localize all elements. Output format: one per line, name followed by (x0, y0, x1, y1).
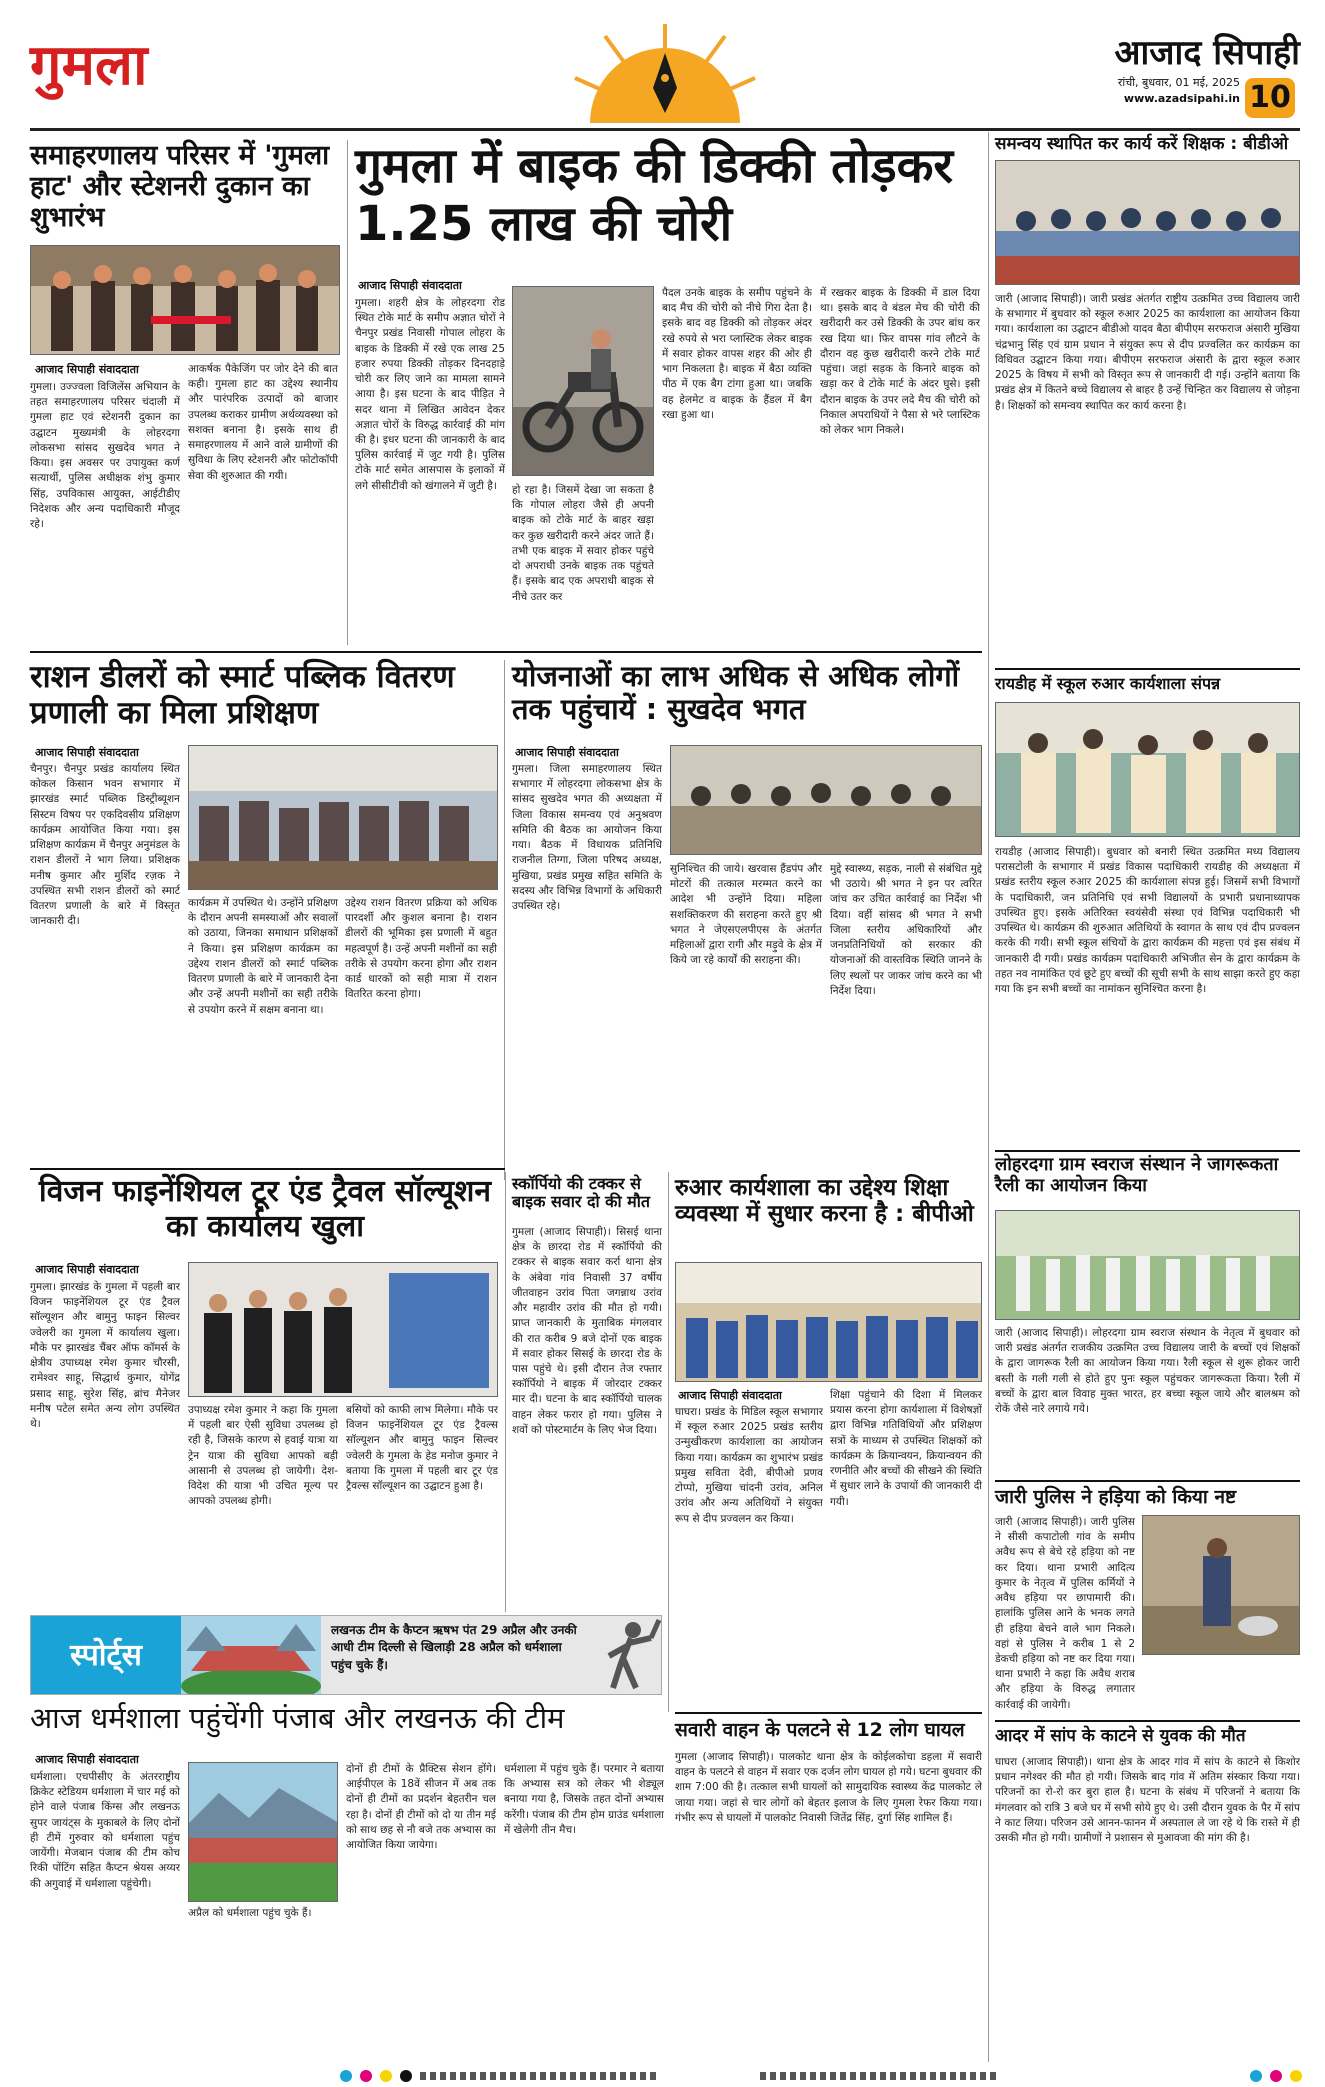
article-gumla-haat-col2: आकर्षक पैकेजिंग पर जोर देने की बात कही। गुमला हाट का उद्देश्य स्थानीय और पारंपरिक उत्पादों को बाजार उपलब्ध कराकर ग्रामीण अर्थव्यवस्था को सशक्त बनाना है। इसके साथ ही समाहरणालय में आने वाले ग्रामीणों की सुविधा के लिए स्टेशनरी और फोटोकॉपी सेवा की शुरुआत की गयी। (188, 363, 338, 482)
article-ration-col3: उद्देश्य राशन वितरण प्रक्रिया को अधिक पारदर्शी और कुशल बनाना है। राशन डीलरों की भूमिका इस प्रणाली में बहुत महत्वपूर्ण है। उन्हें अपनी मशीनों का सही तरीके से उपयोग करना होगा और राशन कार्ड धारकों को सही मात्रा में राशन वितरित करना होगा। (345, 897, 497, 1001)
headline-scorpio: स्कॉर्पियो की टक्कर से बाइक सवार दो की मौत (512, 1174, 651, 1212)
article-bdo: जारी (आजाद सिपाही)। जारी प्रखंड अंतर्गत राष्ट्रीय उत्क्रमित उच्च विद्यालय जारी के सभागार में बुधवार को स्कूल रुआर 2025 का कार्यशाला का आयोजन किया गया। कार्यशाला का उद्घाटन बीडीओ यादव बैठा बीपीएम सरफराज अंसारी मुखिया चंद्रभानु सिंह एवं ग्राम प्रधान ने संयुक्त रूप से दीप प्रज्वलित कर कार्यक्रम का विधिवत उद्घाटन किया गया। बीपीएम सरफराज अंसारी के द्वारा स्कूल रुआर 2025 के विषय में सभी को विस्तृत रूप से जानकारी दी गई। उन्होंने बताया कि प्रखंड क्षेत्र में कितने बच्चे विद्यालय से बाहर है उन्हें चिन्हित कर विद्यालय से जोड़ना है। शिक्षकों को समन्वय स्थापित कर कार्य करना है। (995, 293, 1300, 412)
sun-logo (565, 18, 765, 128)
dateline: रांची, बुधवार, 01 मई, 2025 (1117, 76, 1240, 89)
headline-snake: आदर में सांप के काटने से युवक की मौत (995, 1726, 1246, 1746)
article-sports-col2: दोनों ही टीमों के प्रैक्टिस सेशन होंगे। आईपीएल के 18वें सीजन में अब तक दोनों ही टीमों का प्रदर्शन बेहतरीन चल रहा है। दोनों ही टीमों को दो या तीन मई को साथ छह से नौ बजे तक अभ्यास का आयोजित किया जायेगा। (346, 1763, 496, 1852)
photo-bdo-workshop (995, 160, 1300, 285)
section-divider (30, 1168, 505, 1170)
article-ration-col2: कार्यक्रम में उपस्थित थे। उन्होंने प्रशिक्षण के दौरान अपनी समस्याओं और सवालों को उठाया, जिनका समाधान प्रशिक्षकों ने किया। इस प्रशिक्षण कार्यक्रम का उद्देश्य राशन डीलरों को स्मार्ट पब्लिक वितरण प्रणाली के बारे में जानकारी देना और उन्हें अपनी मशीनों का सही तरीके से उपयोग करने में सक्षम बनाना था। (188, 897, 338, 1016)
headline-bdo: समन्वय स्थापित कर कार्य करें शिक्षक : बीडीओ (995, 134, 1289, 154)
article-sawari: गुमला (आजाद सिपाही)। पालकोट थाना क्षेत्र के कोईलकोचा डहला में सवारी वाहन के पलटने से वाहन में सवार एक दर्जन लोग घायल हो गये। घटना बुधवार की शाम 7:00 की है। तत्काल सभी घायलों को सामुदायिक स्वास्थ्य केंद्र पालकोट ले जाया गया। जहां से चार लोगों को बेहतर इलाज के लिए गुमला रेफर किया गया। गंभीर रूप से घायलों में पालकोट निवासी जितेंद्र सिंह, दुर्गा सिंह शामिल हैं। (675, 1751, 982, 1824)
article-jari-police-col1: जारी (आजाद सिपाही)। जारी पुलिस ने सीसी कपाटोली गांव के समीप अवैध रूप से बेचे रहे हड़िया को नष्ट कर दिया। थाना प्रभारी आदित्य कुमार के नेतृत्व में पुलिस कर्मियों ने अवैध हड़िया पर छापामारी की। हालांकि पुलिस आने के भनक लगते ही हड़िया बेचने वाले भाग निकले। वहां से पुलिस ने करीब 1 से 2 डेकची हड़िया को नष्ट कर दिया गया। थाना प्रभारी ने कहा कि अवैध शराब और हड़िया के विरुद्ध लगातार कार्रवाई की जायेगी। (995, 1516, 1135, 1711)
article-yojana-col2: सुनिश्चित की जाये। खरवास हैंडपंप और मोटरों की तत्काल मरम्मत करने का आदेश भी उन्होंने दिया। महिला सशक्तिकरण की सराहना करते हुए श्री भगत ने जेएसएलपीएस के अंतर्गत महिलाओं द्वारा रागी और मड़ुवे के क्षेत्र में किये जा रहे कार्यों की सराहना की। (670, 863, 822, 967)
registration-mark (1290, 2070, 1302, 2082)
article-vijan-col3: बसियों को काफी लाभ मिलेगा। मौके पर विजन फाइनेंशियल टूर एंड ट्रैवल्स सॉल्यूशन और बामुनु फाइन सिल्वर ज्वेलरी के गुमला के हेड मनोज कुमार ने बताया कि गुमला में पहली बार टूर एंड ट्रैवल्स सॉल्यूशन का उद्घाटन हुआ है। (346, 1404, 498, 1493)
section-divider (995, 1720, 1300, 1722)
website: www.azadsipahi.in (1123, 92, 1240, 105)
registration-mark (360, 2070, 372, 2082)
sports-banner (30, 1615, 662, 1695)
photo-gumla-haat (30, 245, 340, 355)
stadium-illustration (181, 1616, 321, 1695)
registration-mark (1250, 2070, 1262, 2082)
photo-stadium (188, 1762, 338, 1902)
article-lohardaga: जारी (आजाद सिपाही)। लोहरदगा ग्राम स्वराज संस्थान के नेतृत्व में बुधवार को जारी प्रखंड अंतर्गत राजकीय उत्क्रमित उच्च विद्यालय जारी के बच्चों एवं शिक्षकों के द्वारा जागरूक रैली का आयोजन किया गया। रैली स्कूल से शुरू होकर जारी बस्ती के गली गली से होते हुए पुनः स्कूल पहुंचकर जागरूकता किया। रैली में बच्चों के द्वारा बाल विवाह मुक्त भारत, हर बच्चा स्कूल जाये और बालश्रम को रोकें जैसे नारे लगाये गये। (995, 1327, 1300, 1416)
byline-gumla-haat: आजाद सिपाही संवाददाता (35, 363, 139, 376)
section-divider (675, 1712, 982, 1714)
article-scorpio: गुमला (आजाद सिपाही)। सिसई थाना क्षेत्र के छारदा रोड में स्कॉर्पियो की टक्कर से बाइक सवार कर्रा थाना क्षेत्र के अंबेवा गांव निवासी 37 वर्षीय जीतवाहन उरांव पिता जगन्नाथ उरांव और महावीर उरांव की मौत हो गयी। प्राप्त जानकारी के मुताबिक मंगलवार की रात करीब 9 बजे दोनों एक बाइक में सवार होकर सिसई के छारदा रोड के पास पहुंचे थे। इसी दौरान तेज रफ्तार स्कॉर्पियो ने बाइक में जोरदार टक्कर मार दी। घटना के बाद स्कॉर्पियो चालक वाहन लेकर फरार हो गया। पुलिस ने शवों को पोस्टमार्टम के लिए भेज दिया। (512, 1226, 662, 1436)
registration-strip (760, 2072, 1000, 2080)
byline-vijan: आजाद सिपाही संवाददाता (35, 1263, 139, 1276)
section-divider (995, 668, 1300, 670)
sports-banner-label: स्पोर्ट्स (31, 1616, 181, 1695)
section-divider (995, 1480, 1300, 1482)
photo-ruar-students (675, 1262, 982, 1382)
article-ruar-col1: घाघरा। प्रखंड के मिडिल स्कूल सभागार में स्कूल रुआर 2025 प्रखंड स्तरीय उन्मुखीकरण कार्यशाला का आयोजन किया गया। कार्यक्रम का शुभारंभ प्रखंड प्रमुख सविता देवी, बीपीओ प्रणव टोप्पो, मुखिया चांदनी उरांव, अनिल उरांव और अन्य अतिथियों ने संयुक्त रूप से दीप प्रज्वलन कर किया। (675, 1406, 823, 1525)
print-registration-bar (0, 2066, 1325, 2087)
column-rule (988, 132, 989, 2062)
article-main-col2: हो रहा है। जिसमें देखा जा सकता है कि गोपाल लोहरा जैसे ही अपनी बाइक को टोके मार्ट के बाहर खड़ा कर कुछ खरीदारी करने अंदर जाते हैं। तभी एक बाइक में सवार होकर पहुंचे दो अपराधी उनके बाइक तक पहुंचते हैं। इसके बाद एक अपराधी बाइक से नीचे उतर कर (512, 484, 654, 603)
article-gumla-haat-col1: गुमला। उज्ज्वला विजिलेंस अभियान के तहत समाहरणालय परिसर चंदाली में गुमला हाट एवं स्टेशनरी दुकान का उद्घाटन मुख्यमंत्री के लोहरदगा लोकसभा सांसद सुखदेव भगत ने किया। इस अवसर पर उपायुक्त कर्ण सत्यार्थी, पुलिस अधीक्षक शंभु कुमार सिंह, उपविकास आयुक्त, आईटीडीए निदेशक और अन्य पदाधिकारी मौजूद रहे। (30, 381, 180, 530)
headline-lohardaga: लोहरदगा ग्राम स्वराज संस्थान ने जागरूकता रैली का आयोजन किया (995, 1154, 1279, 1196)
section-divider (30, 651, 982, 653)
registration-mark (380, 2070, 392, 2082)
headline-ruar: रुआर कार्यशाला का उद्देश्य शिक्षा व्यवस्था में सुधार करना है : बीपीओ (675, 1175, 974, 1228)
sports-promo-text: लखनऊ टीम के कैप्टन ऋषभ पंत 29 अप्रैल और उनकी आधी टीम दिल्ली से खिलाड़ी 28 अप्रैल को धर्मशाला पहुंच चुके हैं। (331, 1623, 577, 1672)
article-snake: घाघरा (आजाद सिपाही)। थाना क्षेत्र के आदर गांव में सांप के काटने से किशोर प्रधान नगेश्वर की मौत हो गयी। जिसके बाद गांव में अतिम संस्कार किया गया। परिजनों का रो-रो कर बुरा हाल है। घटना के संबंध में परिजनों ने बताया कि मंगलवार को रात्रि 3 बजे घर में सभी सोये हुए थे। उसी दौरान युवक के पैर में सांप ने काट लिया। परिजन उसे आनन-फानन में अस्पताल ले जा रहे थे कि रास्ते में ही उसकी मौत हो गयी। ग्रामीणों ने प्रशासन से मुआवजा की मांग की है। (995, 1756, 1300, 1845)
cricketer-icon (591, 1618, 661, 1694)
byline-sports: आजाद सिपाही संवाददाता (35, 1753, 139, 1766)
photo-ration-training (188, 745, 498, 890)
column-rule (504, 660, 505, 1180)
column-rule (668, 1172, 669, 1712)
headline-jari-police: जारी पुलिस ने हड़िया को किया नष्ट (995, 1486, 1237, 1508)
article-main-col4: में रखकर बाइक के डिक्की में डाल दिया था। इसके बाद वे बंडल मेच की चोरी की खरीदारी कर उसे डिक्की के उपर बांध कर रख दिया था। फिर वापस गांव लौटने के दौरान वह कुछ खरीदारी करने टोके मार्ट पहुंचा। जहां सड़क के किनारे बाइक को खड़ा कर वे टोके मार्ट के अंदर घुसे। इसी दौरान बाइक के उपर लदे मैच की चोरी को निकाल अपराधियों ने पैसा से भरे प्लास्टिक को लेकर भाग निकले। (820, 287, 980, 436)
photo-vijan-office (188, 1262, 498, 1397)
byline-ruar: आजाद सिपाही संवाददाता (678, 1389, 782, 1402)
photo-lohardaga-rally (995, 1210, 1300, 1320)
headline-vijan: विजन फाइनेंशियल टूर एंड ट्रैवल सॉल्यूशन का कार्यालय खुला (38, 1174, 492, 1244)
section-divider (995, 1150, 1300, 1152)
headline-ration: राशन डीलरों को स्मार्ट पब्लिक वितरण प्रणाली का मिला प्रशिक्षण (30, 659, 455, 731)
article-yojana-col3: मुद्दे स्वास्थ्य, सड़क, नाली से संबंधित मुद्दे भी उठाये। श्री भगत ने इन पर त्वरित जांच कर उचित कार्रवाई का निर्देश भी दिया। वहीं सांसद श्री भगत ने सभी जिला स्तरीय अधिकारियों और जनप्रतिनिधियों को सरकार की योजनाओं की वास्तविक स्थिति जानने के लिए स्थलों पर जाकर जांच करने का भी निर्देश दिया। (830, 863, 982, 997)
photo-bike (512, 286, 654, 476)
photo-caption-sports: अप्रैल को धर्मशाला पहुंच चुके हैं। (188, 1907, 312, 1919)
paper-name: आजाद सिपाही (1114, 33, 1300, 73)
article-ration-col1: चैनपुर। चैनपुर प्रखंड कार्यालय स्थित कोकल किसान भवन सभागार में झारखंड स्मार्ट पब्लिक डिस्ट्रीब्यूशन सिस्टम विषय पर एकदिवसीय प्रशिक्षण कार्यक्रम आयोजित किया गया। इस प्रशिक्षण कार्यक्रम में चैनपुर अनुमंडल के राशन डीलरों ने भाग लिया। प्रशिक्षक मनीष कुमार और मुर्शिद रज़क ने उपस्थित सभी राशन डीलरों को स्मार्ट वितरण प्रणाली के बारे में विस्तृत जानकारी दी। (30, 763, 180, 928)
registration-mark (340, 2070, 352, 2082)
article-vijan-col2: उपाध्यक्ष रमेश कुमार ने कहा कि गुमला में पहली बार ऐसी सुविधा उपलब्ध हो रही है, जिसके कारण से हवाई यात्रा या ट्रेन यात्रा की सुविधा आपको बड़ी आसानी से उपलब्ध हो जायेगी। देश-विदेश की यात्रा भी उचित मूल्य पर आपको उपलब्ध होगी। (188, 1404, 338, 1508)
section-title: गुमला (30, 33, 148, 98)
page-number-badge (1245, 78, 1295, 118)
photo-raidih-workshop (995, 702, 1300, 837)
page-number: 10 (1249, 80, 1291, 115)
registration-mark (1270, 2070, 1282, 2082)
registration-strip (420, 2072, 660, 2080)
column-rule (505, 1172, 506, 1612)
headline-raidih: रायडीह में स्कूल रुआर कार्यशाला संपन्न (995, 674, 1221, 693)
byline-main: आजाद सिपाही संवाददाता (358, 279, 462, 292)
article-sports-col1: धर्मशाला। एचपीसीए के अंतरराष्ट्रीय क्रिकेट स्टेडियम धर्मशाला में चार मई को होने वाले पंजाब किंग्स और लखनऊ सुपर जायंट्स के मुकाबले के लिए दोनों ही टीमें गुरुवार को धर्मशाला पहुंच जायेंगी। मेजबान पंजाब की टीम कोच रिकी पोंटिंग सहित कैप्टन श्रेयस अय्यर की अगुवाई में धर्मशाला पहुंचेगी। (30, 1771, 180, 1890)
article-sports-col3: धर्मशाला में पहुंच चुके हैं। परमार ने बताया कि अभ्यास सत्र को लेकर भी शेड्यूल बनाया गया है, जिसके तहत दोनों अभ्यास करेंगी। पंजाब की टीम होम ग्राउंड धर्मशाला में खेलेगी तीन मैच। (504, 1763, 664, 1836)
byline-ration: आजाद सिपाही संवाददाता (35, 746, 139, 759)
byline-yojana: आजाद सिपाही संवाददाता (515, 746, 619, 759)
article-raidih: रायडीह (आजाद सिपाही)। बुधवार को बनारी स्थित उत्क्रमित मध्य विद्यालय परासटोली के सभागार में प्रखंड विकास पदाधिकारी रायडीह की अध्यक्षता में प्रखंड स्तरीय स्कूल रुआर 2025 की कार्यशाला संपन्न हुई। जिसमें सभी विभागों के पदाधिकारी, जन प्रतिनिधि एवं सभी विद्यालयों के प्रभारी प्रधानाध्यापक उपस्थित हुए। इसके अतिरिक्त स्वयंसेवी संस्था एवं विभिन्न पदाधिकारी भी उपस्थित थे। कार्यक्रम की शुरुआत अतिथियों के स्वागत के साथ एवं दीप प्रज्वलन करके की गयी। सभी स्कूल संचियों के द्वारा कार्यक्रम की महत्ता एवं इस संबंध में जानकारी दी गयी। प्रखंड कार्यक्रम पदाधिकारी अभिजीत सेन के द्वारा कार्यक्रम के तहत नव नामांकित एवं छूटे हुए बच्चों की सूची सभी के साथ साझा करते हुए कहा गया कि इन सभी बच्चों का नामांकन सुनिश्चित करना है। (995, 846, 1300, 995)
photo-yojana-meeting (670, 745, 982, 855)
headline-main: गुमला में बाइक की डिक्की तोड़कर 1.25 लाख की चोरी (355, 138, 954, 252)
article-yojana-col1: गुमला। जिला समाहरणालय स्थित सभागार में लोहरदगा लोकसभा क्षेत्र के सांसद सुखदेव भगत की अध्यक्षता में जिला विकास समन्वय एवं अनुश्रवण समिति की बैठक का आयोजन किया गया। बैठक में विधायक प्रतिनिधि राजनील तिग्गा, जिला परिषद अध्यक्ष, मुखिया, प्रखंड प्रमुख सहित समिति के सदस्य और विभिन्न विभागों के अधिकारी उपस्थित रहे। (512, 763, 662, 912)
article-main-col1: गुमला। शहरी क्षेत्र के लोहरदगा रोड स्थित टोके मार्ट के समीप अज्ञात चोरों ने चैनपुर प्रखंड निवासी गोपाल लोहरा के बाइक के डिक्की में रखे एक लाख 25 हजार रुपया डिक्की तोड़कर दिनदहाड़े चोरी कर लिए जाने का मामला सामने आया है। इस घटना के बाद पीड़ित ने सदर थाना में लिखित आवेदन देकर अज्ञात चोरों के विरुद्ध कार्रवाई की मांग की है। इधर घटना की जानकारी के बाद पुलिस कार्रवाई में जुट गयी है। पुलिस टोके मार्ट समेत आसपास के इलाकों में लगे सीसीटीवी को खंगालने में जुटी है। (355, 297, 505, 492)
article-ruar-col2: शिक्षा पहुंचाने की दिशा में मिलकर प्रयास करना होगा कार्यशाला में विशेषज्ञों द्वारा विभिन्न गतिविधियों और प्रशिक्षण सत्रों के माध्यम से उपस्थित शिक्षकों को कार्यक्रम के क्रियान्वयन, क्रियान्वयन की रणनीति और बच्चों की सीखने की स्थिति में सुधार लाने के उपायों की जानकारी दी गयी। (830, 1389, 982, 1508)
registration-mark (400, 2070, 412, 2082)
article-vijan-col1: गुमला। झारखंड के गुमला में पहली बार विजन फाइनेंशियल टूर एंड ट्रैवल सॉल्यूशन और बामुनु फाइन सिल्वर ज्वेलरी का गुमला में कार्यालय खुला। मौके पर झारखंड चैंबर ऑफ कॉमर्स के क्षेत्रीय उपाध्यक्ष रमेश कुमार चौरसी, रामेश्वर साहू, सिद्धार्थ कुमार, योगेंद्र प्रसाद साहू, सुरेश सिंह, ब्रांच मैनेजर मनीष पटेल समेत अन्य लोग उपस्थित थे। (30, 1281, 180, 1430)
photo-police-raid (1142, 1515, 1300, 1655)
headline-sawari: सवारी वाहन के पलटने से 12 लोग घायल (675, 1719, 965, 1741)
headline-sports: आज धर्मशाला पहुंचेंगी पंजाब और लखनऊ की टीम (30, 1701, 565, 1735)
column-rule (347, 140, 348, 645)
headline-yojana: योजनाओं का लाभ अधिक से अधिक लोगों तक पहुंचायें : सुखदेव भगत (512, 659, 960, 727)
headline-gumla-haat: समाहरणालय परिसर में 'गुमला हाट' और स्टेशनरी दुकान का शुभारंभ (30, 140, 330, 234)
article-main-col3: पैदल उनके बाइक के समीप पहुंचने के बाद मैच की चोरी को नीचे गिरा देता है। इसके बाद वह डिक्की को तोड़कर अंदर रखे रुपये से भरा प्लास्टिक लेकर बाइक में सवार होकर वापस शहर की ओर ही भाग निकलता है। बाइक में बैठा व्यक्ति पीठ में एक बैग टांगा हुआ था। जबकि वह हेलमेट व बाइक के हैंडल में बैग रखा हुआ था। (662, 287, 812, 421)
masthead-rule (30, 128, 1300, 131)
